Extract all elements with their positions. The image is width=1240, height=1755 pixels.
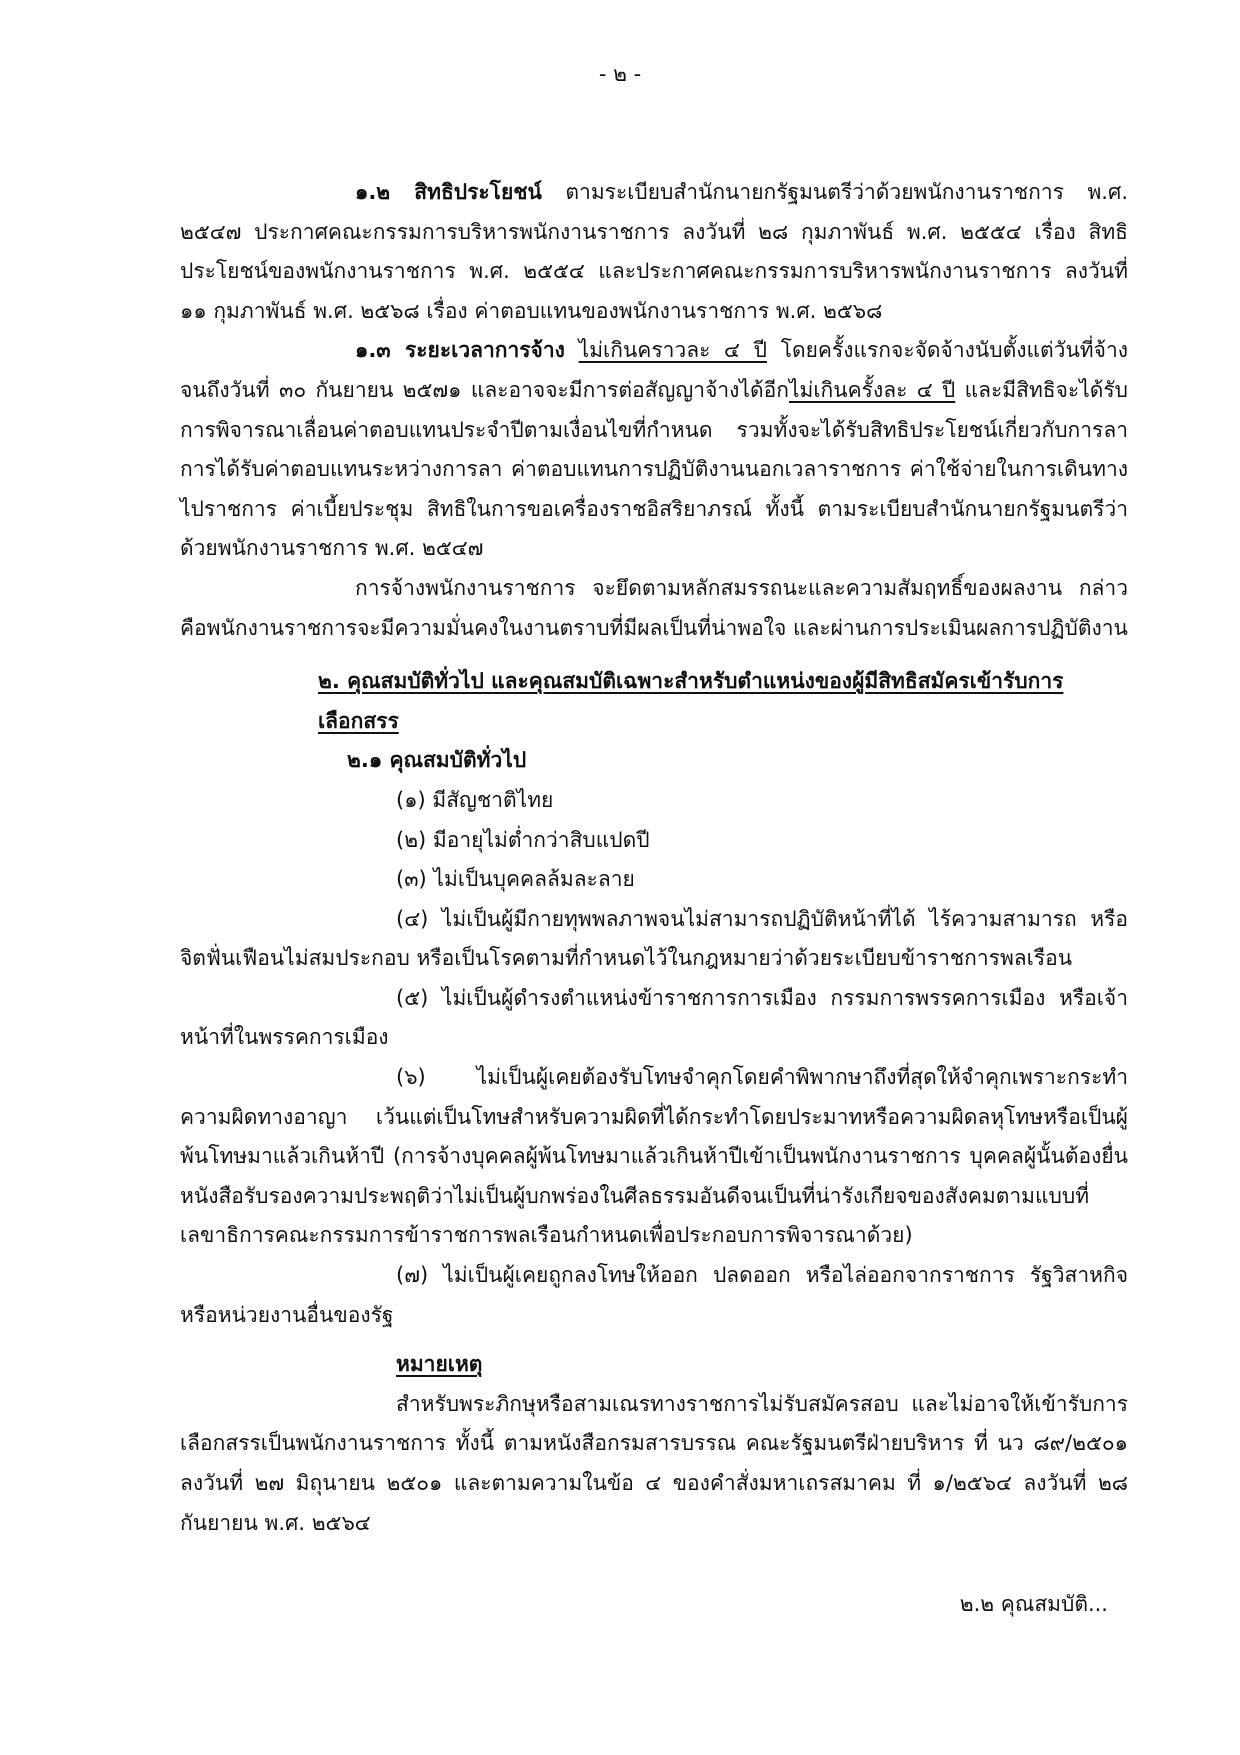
section-1-2-paragraph: [180, 173, 1128, 331]
qualification-item-4: (๔) ไม่เป็นผู้มีกายทุพพลภาพจนไม่สามารถปฏิบัติหน้าที่ได้ ไร้ความสามารถ หรือจิตฟั่นเฟือนไม่สมประกอบ หรือเป็นโรคตามที่กำหนดไว้ในกฎหมายว่าด้วยระเบียบข้าราชการพลเรือน: [180, 906, 1128, 971]
renewal-term-underlined: ไม่เกินครั้งละ ๔ ปี: [788, 377, 956, 402]
competency-paragraph: การจ้างพนักงานราชการ จะยึดตามหลักสมรรถนะและความสัมฤทธิ์ของผลงาน กล่าวคือพนักงานราชการจะมีความมั่นคงในงานตราบที่มีผลเป็นที่น่าพอใจ และผ่านการประเมินผลการปฏิบัติงาน: [180, 575, 1128, 640]
section-1-2-label: ๑.๒ สิทธิประโยชน์: [355, 180, 542, 204]
section-2-heading-text: ๒. คุณสมบัติทั่วไป และคุณสมบัติเฉพาะสำหรับตำแหน่งของผู้มีสิทธิสมัครเข้ารับการเลือกสรร: [318, 669, 1064, 733]
section-2-1-heading-text: ๒.๑ คุณสมบัติทั่วไป: [347, 748, 527, 773]
qualification-item-2: (๒) มีอายุไม่ต่ำกว่าสิบแปดปี: [396, 827, 650, 852]
qualification-item-6: (๖) ไม่เป็นผู้เคยต้องรับโทษจำคุกโดยคำพิพากษาถึงที่สุดให้จำคุกเพราะกระทำความผิดทางอาญา เว้นแต่เป็นโทษสำหรับความผิดที่ได้กระทำโดยประมาทหรือความผิดลหุโทษหรือเป็นผู้พ้นโทษมาแล้วเกินห้าปี (การจ้างบุคคลผู้พ้นโทษมาแล้วเกินห้าปีเข้าเป็นพนักงานราชการ บุคคลผู้นั้นต้องยื่นหนังสือรับรองความประพฤติว่าไม่เป็นผู้บกพร่องในศีลธรรมอันดีจนเป็นที่น่ารังเกียจของสังคมตามแบบที่เลขาธิการคณะกรรมการข้าราชการพลเรือนกำหนดเพื่อประกอบการพิจารณาด้วย): [180, 1065, 1128, 1248]
continuation-reference: ๒.๒ คุณสมบัติ...: [959, 1592, 1108, 1616]
section-2-heading: [180, 662, 1128, 741]
section-1-3-text-b: และมีสิทธิจะได้รับการพิจารณาเลื่อนค่าตอบแทนประจำปีตามเงื่อนไขที่กำหนด รวมทั้งจะได้รับสิทธิประโยชน์เกี่ยวกับการลา การได้รับค่าตอบแทนระหว่างการลา ค่าตอบแทนการปฏิบัติงานนอกเวลาราชการ ค่าใช้จ่ายในการเดินทางไปราชการ ค่าเบี้ยประชุม สิทธิในการขอเครื่องราชอิสริยาภรณ์ ทั้งนี้ ตามระเบียบสำนักนายกรัฐมนตรีว่าด้วยพนักงานราชการ พ.ศ. ๒๕๔๗: [180, 377, 1128, 561]
note-heading-text: หมายเหตุ: [396, 1352, 483, 1377]
qualification-item-1: (๑) มีสัญชาติไทย: [396, 787, 554, 812]
section-1-3-label: ๑.๓ ระยะเวลาการจ้าง: [355, 338, 565, 363]
note-heading: [180, 1345, 1128, 1385]
page-number: - ๒ -: [598, 62, 642, 86]
note-paragraph: สำหรับพระภิกษุหรือสามเณรทางราชการไม่รับสมัครสอบ และไม่อาจให้เข้ารับการเลือกสรรเป็นพนักงานราชการ ทั้งนี้ ตามหนังสือกรมสารบรรณ คณะรัฐมนตรีฝ่ายบริหาร ที่ นว ๘๙/๒๕๐๑ ลงวันที่ ๒๗ มิถุนายน ๒๕๐๑ และตามความในข้อ ๔ ของคำสั่งมหาเถรสมาคม ที่ ๑/๒๕๖๔ ลงวันที่ ๒๘ กันยายน พ.ศ. ๒๕๖๔: [180, 1391, 1128, 1535]
section-1-3-paragraph: [180, 331, 1128, 569]
section-1-3-text-a: โดยครั้งแรกจะจัดจ้างนับตั้งแต่วันที่จ้างจนถึงวันที่ ๓๐ กันยายน ๒๕๗๑ และอาจจะมีการต่อสัญญาจ้างได้อีก: [180, 338, 1128, 402]
section-2-1-heading: [180, 741, 1128, 781]
qualification-item-3: (๓) ไม่เป็นบุคคลล้มละลาย: [396, 867, 635, 892]
section-1-2-text: ตามระเบียบสำนักนายกรัฐมนตรีว่าด้วยพนักงานราชการ พ.ศ. ๒๕๔๗ ประกาศคณะกรรมการบริหารพนักงานราชการ ลงวันที่ ๒๘ กุมภาพันธ์ พ.ศ. ๒๕๕๔ เรื่อง สิทธิประโยชน์ของพนักงานราชการ พ.ศ. ๒๕๕๔ และประกาศคณะกรรมการบริหารพนักงานราชการ ลงวันที่ ๑๑ กุมภาพันธ์ พ.ศ. ๒๕๖๘ เรื่อง ค่าตอบแทนของพนักงานราชการ พ.ศ. ๒๕๖๘: [180, 180, 1128, 323]
employment-term-underlined: ไม่เกินคราวละ ๔ ปี: [578, 338, 767, 363]
qualification-item-5: (๕) ไม่เป็นผู้ดำรงตำแหน่งข้าราชการการเมือง กรรมการพรรคการเมือง หรือเจ้าหน้าที่ในพรรคการเมือง: [180, 985, 1128, 1050]
qualification-item-7: (๗) ไม่เป็นผู้เคยถูกลงโทษให้ออก ปลดออก หรือไล่ออกจากราชการ รัฐวิสาหกิจหรือหน่วยงานอื่นของรัฐ: [180, 1263, 1128, 1327]
document-body: [180, 173, 1128, 1543]
